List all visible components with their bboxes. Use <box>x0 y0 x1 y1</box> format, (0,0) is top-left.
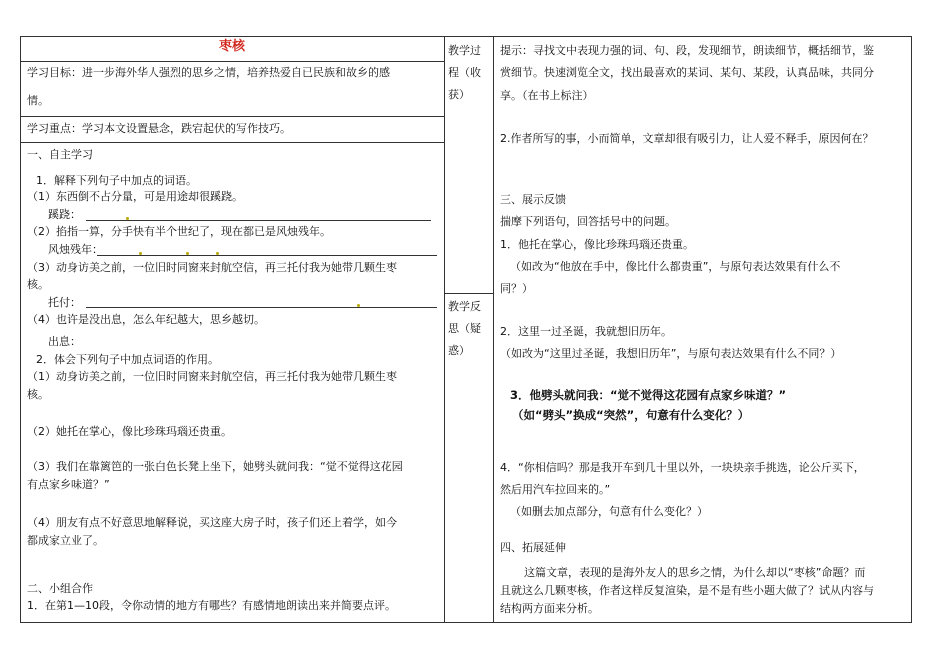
emphasis-dot <box>357 304 360 307</box>
column-divider-right <box>493 36 494 623</box>
question-1: 1．解释下列句子中加点的词语。 <box>36 174 197 187</box>
feedback-4-question: （如删去加点部分，句意有什么变化？） <box>510 505 708 518</box>
process-label: 教学过程（收获） <box>448 44 481 101</box>
row-divider-title <box>20 61 444 62</box>
hint-line3: 享。（在书上标注） <box>500 89 594 102</box>
emphasis-dot <box>139 252 142 255</box>
label-chuxi: 出息： <box>48 335 81 348</box>
feedback-1: 1．他托在掌心，像比珍珠玛瑙还贵重。 <box>500 238 694 251</box>
feedback-2: 2．这里一过圣诞，我就想旧历年。 <box>500 325 672 338</box>
answer-line-qiqiao[interactable] <box>86 220 431 221</box>
question-2-3: （3）我们在靠篱笆的一张白色长凳上坐下，她劈头就问我：“觉不觉得这花园 <box>27 460 403 473</box>
feedback-4-cont: 然后用汽车拉回来的。” <box>500 483 611 496</box>
row-divider-focus <box>20 142 444 143</box>
row-divider-middle <box>444 293 493 294</box>
answer-line-fengzhucannian[interactable] <box>97 255 437 256</box>
question-1-3: （3）动身访美之前，一位旧时同窗来封航空信，再三托付我为她带几颗生枣 <box>27 261 397 274</box>
focus-text: 学习重点：学习本文设置悬念，跌宕起伏的写作技巧。 <box>27 122 291 135</box>
question-2-3-cont: 有点家乡味道？” <box>27 478 110 491</box>
emphasis-dot <box>186 252 189 255</box>
feedback-1-question: （如改为“他放在手中，像比什么都贵重”，与原句表达效果有什么不 <box>510 260 841 273</box>
feedback-3: 3．他劈头就问我：“觉不觉得这花园有点家乡味道？” <box>510 388 787 402</box>
section2-heading: 二、小组合作 <box>27 582 93 595</box>
question-2: 2．体会下列句子中加点词语的作用。 <box>36 353 219 366</box>
group-question-1: 1．在第1—10段，令你动情的地方有哪些？有感情地朗读出来并简要点评。 <box>27 599 396 612</box>
question-2-4: （4）朋友有点不好意思地解释说，买这座大房子时，孩子们还上着学，如今 <box>27 516 397 529</box>
extension-line2: 且就这么几颗枣核，作者这样反复渲染，是不是有些小题大做了？试从内容与 <box>500 584 874 597</box>
section3-heading: 三、展示反馈 <box>500 193 566 206</box>
feedback-4: 4．“你相信吗？那是我开车到几十里以外，一块块亲手挑选，论公斤买下， <box>500 461 865 474</box>
row-divider-objectives <box>20 116 444 117</box>
hint-line1: 提示：寻找文中表现力强的词、句、段，发现细节，朗读细节，概括细节，鉴 <box>500 44 874 57</box>
question-1-3-cont: 核。 <box>27 278 49 291</box>
question-1-2: （2）掐指一算，分手快有半个世纪了，现在都已是风烛残年。 <box>27 225 331 238</box>
label-qiqiao: 蹊跷： <box>48 208 81 221</box>
question-2-2: （2）她托在掌心，像比珍珠玛瑙还贵重。 <box>27 425 232 438</box>
objectives-line1: 学习目标：进一步海外华人强烈的思乡之情，培养热爱自已民族和故乡的感 <box>27 66 390 79</box>
section3-intro: 揣摩下列语句，回答括号中的问题。 <box>500 215 676 228</box>
extension-line1: 这篇文章，表现的是海外友人的思乡之情，为什么却以“枣核”命题？而 <box>524 566 866 579</box>
section1-heading: 一、自主学习 <box>27 148 93 161</box>
section4-heading: 四、拓展延伸 <box>500 541 566 554</box>
feedback-3-question: （如“劈头”换成“突然”，句意有什么变化？） <box>512 408 750 422</box>
label-fengzhucannian: 风烛残年： <box>48 243 103 256</box>
question-2-1-cont: 核。 <box>27 388 49 401</box>
reflection-label: 教学反思（疑惑） <box>448 300 481 357</box>
emphasis-dot <box>216 252 219 255</box>
answer-line-tuofu[interactable] <box>86 307 437 308</box>
right-question-2: 2.作者所写的事，小而简单，文章却很有吸引力，让人爱不释手，原因何在？ <box>500 132 874 145</box>
label-tuofu: 托付： <box>48 296 81 309</box>
feedback-1-question-cont: 同？） <box>500 282 533 295</box>
feedback-2-question: （如改为“这里过圣诞，我想旧历年”，与原句表达效果有什么不同？） <box>500 347 842 360</box>
emphasis-dot <box>126 217 129 220</box>
question-1-4: （4）也许是没出息，怎么年纪越大，思乡越切。 <box>27 313 265 326</box>
objectives-line2: 情。 <box>27 94 49 107</box>
question-2-1: （1）动身访美之前，一位旧时同窗来封航空信，再三托付我为她带几颗生枣 <box>27 370 397 383</box>
column-divider-left <box>444 36 445 623</box>
extension-line3: 结构两方面来分析。 <box>500 602 599 615</box>
question-2-4-cont: 都成家立业了。 <box>27 534 104 547</box>
page-title: 枣核 <box>219 39 246 54</box>
question-1-1: （1）东西倒不占分量，可是用途却很蹊跷。 <box>27 190 243 203</box>
hint-line2: 赏细节。快速浏览全文，找出最喜欢的某词、某句、某段，认真品味，共同分 <box>500 66 874 79</box>
